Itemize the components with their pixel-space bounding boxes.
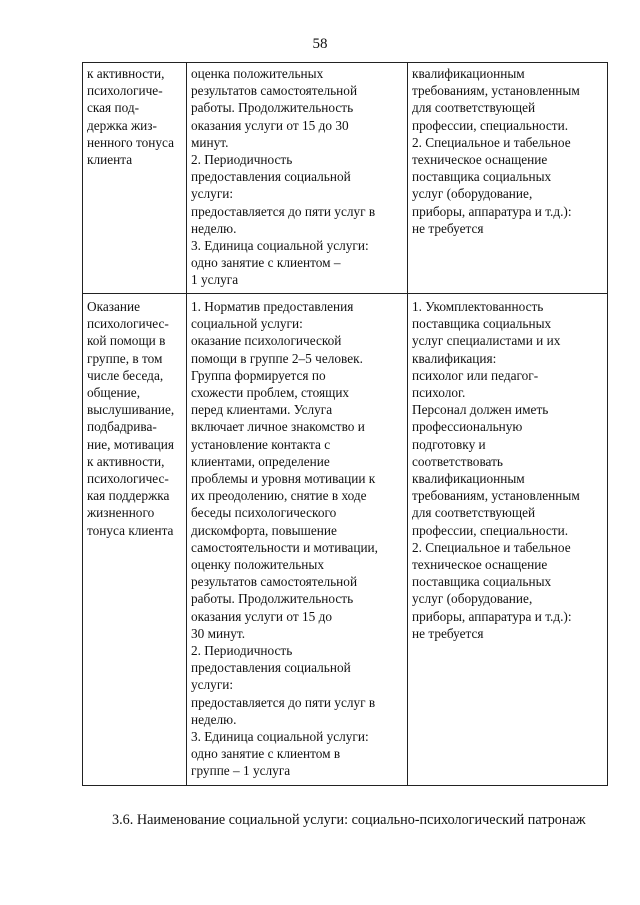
- cell-text-line: работы. Продолжительность: [191, 591, 354, 607]
- service-description-cell: [187, 294, 408, 786]
- cell-text-line: держка жиз-: [87, 117, 157, 133]
- cell-text-line: ние, мотивация: [87, 436, 174, 452]
- cell-text-line: требованиям, установленным: [412, 83, 580, 99]
- cell-text-line: оказания услуги от 15 до 30: [191, 117, 349, 133]
- cell-text-line: клиентами, определение: [191, 453, 330, 469]
- cell-text-line: неделю.: [191, 711, 237, 727]
- cell-text-line: услуг (оборудование,: [412, 186, 533, 202]
- cell-text-line: дискомфорта, повышение: [191, 522, 337, 538]
- cell-text-line: 2. Периодичность: [191, 152, 293, 168]
- cell-text-line: не требуется: [412, 220, 484, 236]
- cell-text-line: клиента: [87, 152, 133, 168]
- cell-text-line: Группа формируется по: [191, 367, 326, 383]
- cell-text-line: оказания услуги от 15 до: [191, 608, 333, 624]
- cell-text-line: психологичес-: [87, 316, 169, 332]
- cell-text-line: 1. Норматив предоставления: [191, 299, 354, 314]
- cell-text-line: техническое оснащение: [412, 152, 548, 168]
- cell-text-line: психологичес-: [87, 471, 169, 487]
- cell-text-line: работы. Продолжительность: [191, 100, 354, 116]
- cell-text-line: требованиям, установленным: [412, 488, 580, 504]
- cell-text-line: Персонал должен иметь: [412, 402, 549, 418]
- table-row: [83, 63, 608, 294]
- cell-text-line: для соответствующей: [412, 100, 536, 116]
- cell-text-line: подготовку и: [412, 436, 486, 452]
- cell-text-line: оказание психологической: [191, 333, 342, 349]
- cell-text-line: 1 услуга: [191, 272, 239, 288]
- cell-text-line: соответствовать: [412, 453, 503, 469]
- cell-text-line: группе – 1 услуга: [191, 763, 291, 779]
- cell-text-line: к активности,: [87, 66, 165, 81]
- cell-text-line: услуги:: [191, 677, 234, 693]
- cell-text-line: приборы, аппаратура и т.д.):: [412, 608, 572, 624]
- cell-text-line: минут.: [191, 134, 229, 150]
- cell-text-line: 3. Единица социальной услуги:: [191, 729, 369, 745]
- cell-text-line: психолог.: [412, 385, 466, 401]
- cell-text-line: установление контакта с: [191, 436, 331, 452]
- cell-text-line: выслушивание,: [87, 402, 175, 418]
- cell-text-line: жизненного: [87, 505, 155, 521]
- cell-text-line: их преодолению, снятие в ходе: [191, 488, 367, 504]
- cell-text-line: предоставляется до пяти услуг в: [191, 203, 376, 219]
- cell-text-line: результатов самостоятельной: [191, 574, 358, 590]
- cell-text-line: схожести проблем, стоящих: [191, 385, 350, 401]
- cell-text-line: приборы, аппаратура и т.д.):: [412, 203, 572, 219]
- cell-text-line: перед клиентами. Услуга: [191, 402, 333, 418]
- cell-text-line: ненного тонуса: [87, 134, 175, 150]
- table-row: [83, 294, 608, 786]
- cell-text-line: для соответствующей: [412, 505, 536, 521]
- page-number: 58: [312, 36, 328, 52]
- service-name-cell: [83, 294, 187, 786]
- cell-text-line: 2. Специальное и табельное: [412, 539, 571, 555]
- cell-text-line: включает личное знакомство и: [191, 419, 365, 435]
- cell-text-line: поставщика социальных: [412, 169, 552, 185]
- cell-text-line: профессиональную: [412, 419, 523, 435]
- cell-text-line: одно занятие с клиентом в: [191, 746, 341, 762]
- cell-text-line: услуг специалистами и их: [412, 333, 561, 349]
- cell-text-line: ская под-: [87, 100, 140, 116]
- cell-text-line: общение,: [87, 385, 141, 401]
- cell-text-line: к активности,: [87, 453, 165, 469]
- cell-text-line: психолог или педагог-: [412, 367, 539, 383]
- cell-text-line: оценку положительных: [191, 557, 324, 573]
- cell-text-line: квалификационным: [412, 471, 525, 487]
- service-requirements-cell: [408, 63, 608, 294]
- cell-text-line: 3. Единица социальной услуги:: [191, 238, 369, 254]
- cell-text-line: предоставления социальной: [191, 660, 351, 676]
- cell-text-line: тонуса клиента: [87, 522, 174, 538]
- cell-text-line: группе, в том: [87, 350, 163, 366]
- cell-text-line: 2. Периодичность: [191, 643, 293, 659]
- service-description-cell: [187, 63, 408, 294]
- cell-text-line: поставщика социальных: [412, 316, 552, 332]
- cell-text-line: кая поддержка: [87, 488, 170, 504]
- cell-text-line: профессии, специальности.: [412, 117, 569, 133]
- cell-text-line: беседы психологического: [191, 505, 337, 521]
- cell-text-line: результатов самостоятельной: [191, 83, 358, 99]
- cell-text-line: квалификация:: [412, 350, 497, 366]
- cell-text-line: помощи в группе 2–5 человек.: [191, 350, 363, 366]
- service-table: [82, 62, 608, 786]
- cell-text-line: предоставляется до пяти услуг в: [191, 694, 376, 710]
- cell-text-line: услуги:: [191, 186, 234, 202]
- section-heading: 3.6. Наименование социальной услуги: социально-психологический патронаж: [112, 812, 586, 828]
- service-name-cell: [83, 63, 187, 294]
- cell-text-line: самостоятельности и мотивации,: [191, 539, 379, 555]
- cell-text-line: кой помощи в: [87, 333, 166, 349]
- cell-text-line: не требуется: [412, 625, 484, 641]
- service-requirements-cell: [408, 294, 608, 786]
- cell-text-line: одно занятие с клиентом –: [191, 255, 341, 271]
- cell-text-line: 30 минут.: [191, 625, 246, 641]
- cell-text-line: оценка положительных: [191, 66, 324, 81]
- cell-text-line: 1. Укомплектованность: [412, 299, 544, 314]
- cell-text-line: Оказание: [87, 299, 141, 314]
- cell-text-line: квалификационным: [412, 66, 525, 81]
- cell-text-line: техническое оснащение: [412, 557, 548, 573]
- cell-text-line: 2. Специальное и табельное: [412, 134, 571, 150]
- cell-text-line: неделю.: [191, 220, 237, 236]
- cell-text-line: услуг (оборудование,: [412, 591, 533, 607]
- cell-text-line: числе беседа,: [87, 367, 164, 383]
- cell-text-line: подбадрива-: [87, 419, 157, 435]
- cell-text-line: предоставления социальной: [191, 169, 351, 185]
- cell-text-line: социальной услуги:: [191, 316, 303, 332]
- cell-text-line: проблемы и уровня мотивации к: [191, 471, 376, 487]
- cell-text-line: психологиче-: [87, 83, 163, 99]
- cell-text-line: профессии, специальности.: [412, 522, 569, 538]
- cell-text-line: поставщика социальных: [412, 574, 552, 590]
